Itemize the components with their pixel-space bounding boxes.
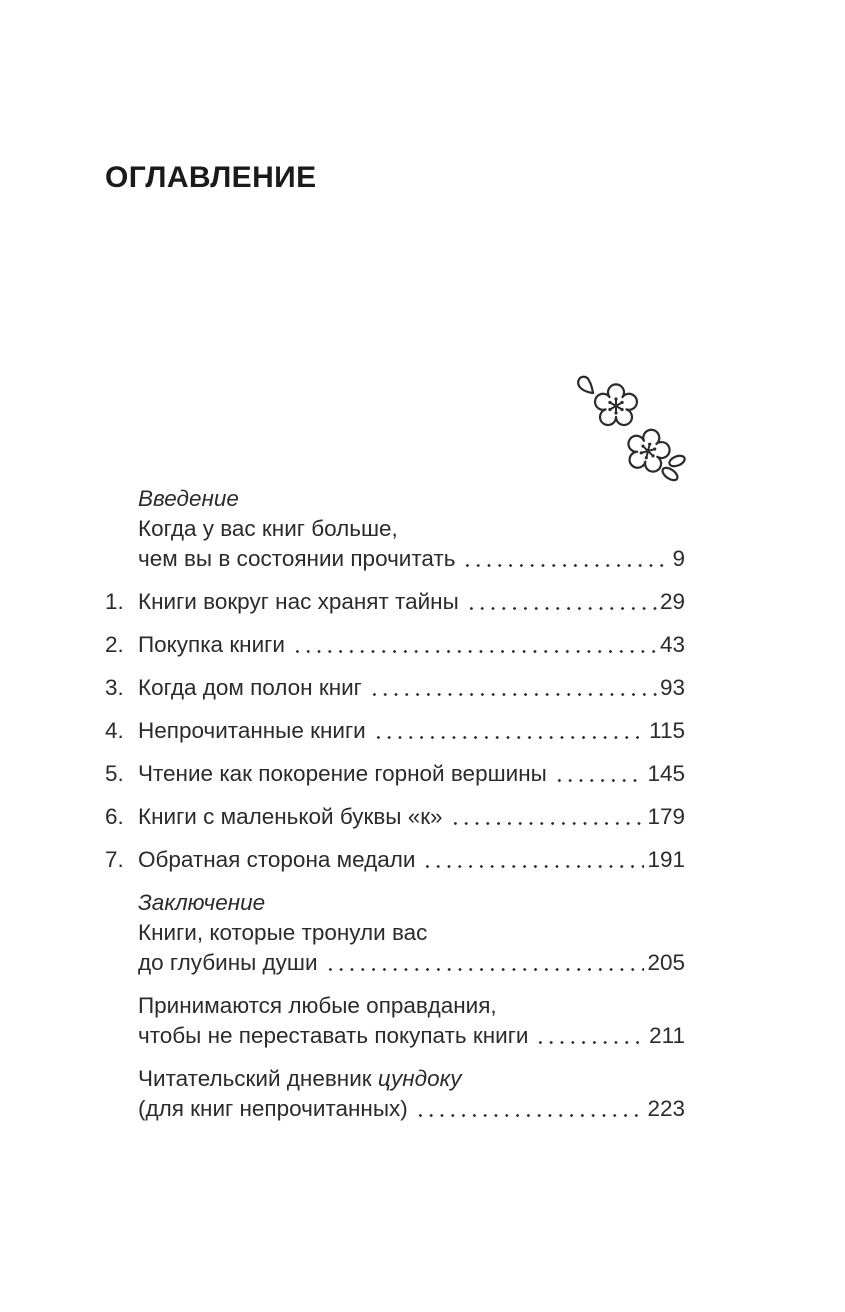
petal-icon — [660, 465, 679, 482]
toc-entry — [105, 1064, 685, 1124]
page-number: 191 — [647, 847, 685, 872]
dot-leader — [462, 564, 669, 567]
entry-line: Когда дом полон книг — [138, 675, 362, 700]
toc-entry — [105, 587, 685, 617]
page-number: 211 — [649, 1023, 685, 1048]
entry-line-italic-word: цундоку — [377, 1066, 462, 1091]
page-number: 43 — [659, 632, 685, 657]
entry-number — [105, 1064, 138, 1124]
entry-line: Непрочитанные книги — [138, 718, 366, 743]
page-title: ОГЛАВЛЕНИЕ — [105, 161, 317, 194]
entry-number — [105, 991, 138, 1051]
entry-line: Обратная сторона медали — [138, 847, 416, 872]
entry-line — [138, 1064, 685, 1094]
toc-entry — [105, 673, 685, 703]
entry-line: до глубины души — [138, 950, 318, 975]
page-number: 115 — [649, 718, 685, 743]
entry-line: Принимаются любые оправдания, — [138, 993, 497, 1018]
entry-line: Когда у вас книг больше, — [138, 516, 398, 541]
entry-number: 6. — [105, 804, 124, 829]
toc-entry — [105, 759, 685, 789]
entry-line: Чтение как покорение горной вершины — [138, 761, 547, 786]
dot-leader — [292, 650, 657, 653]
entry-line: Книги вокруг нас хранят тайны — [138, 589, 459, 614]
dot-leader — [554, 779, 645, 782]
entry-line: Книги, которые тронули вас — [138, 920, 428, 945]
entry-number: 7. — [105, 847, 124, 872]
blossom-doodles — [568, 370, 696, 484]
entry-line: чтобы не переставать покупать книги — [138, 1023, 529, 1048]
entry-section-heading: Заключение — [138, 890, 266, 915]
page-number: 223 — [647, 1096, 685, 1121]
toc-entry — [105, 888, 685, 978]
entry-number — [105, 484, 138, 574]
teardrop-petal-icon — [578, 377, 593, 393]
page-number: 93 — [659, 675, 685, 700]
dot-leader — [422, 865, 644, 868]
blossom-icon — [595, 384, 637, 425]
dot-leader — [369, 693, 657, 696]
dot-leader — [415, 1114, 645, 1117]
entry-line-text: Читательский дневник — [138, 1066, 378, 1091]
entry-number: 4. — [105, 718, 124, 743]
toc-entry — [105, 991, 685, 1051]
entry-line: Книги с маленькой буквы «к» — [138, 804, 443, 829]
entry-line: чем вы в состоянии прочитать — [138, 546, 456, 571]
entry-line: Покупка книги — [138, 632, 285, 657]
page-number: 145 — [647, 761, 685, 786]
page-number: 9 — [672, 546, 685, 571]
toc-entry — [105, 484, 685, 574]
toc-entry — [105, 716, 685, 746]
toc-entry — [105, 845, 685, 875]
entry-number: 2. — [105, 632, 124, 657]
entry-section-heading: Введение — [138, 486, 239, 511]
entry-number: 1. — [105, 589, 124, 614]
page-number: 205 — [647, 950, 685, 975]
dot-leader — [450, 822, 645, 825]
page-number: 29 — [659, 589, 685, 614]
toc-entry — [105, 630, 685, 660]
dot-leader — [466, 607, 657, 610]
table-of-contents — [105, 484, 685, 1137]
entry-number: 5. — [105, 761, 124, 786]
petal-icon — [668, 454, 686, 469]
dot-leader — [535, 1041, 646, 1044]
entry-number — [105, 888, 138, 978]
entry-number: 3. — [105, 675, 124, 700]
page-number: 179 — [647, 804, 685, 829]
dot-leader — [325, 968, 645, 971]
dot-leader — [373, 736, 646, 739]
toc-entry — [105, 802, 685, 832]
entry-line: (для книг непрочитанных) — [138, 1096, 408, 1121]
